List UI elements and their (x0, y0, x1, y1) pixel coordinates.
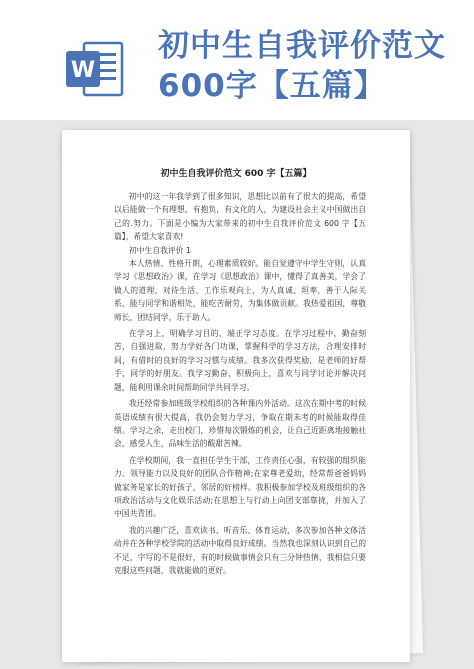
paragraph: 本人热情、性格开朗，心理素质较好。能自觉遵守中学生守则，认真学习《思想政治》课，在学习《思想政治》课中，懂得了真善美，学会了做人的道理，对待生活、工作乐观向上，为人真诚、坦率，善于人际关系，能与同学和谐相处，能吃苦耐劳，为集体做贡献。我热爱祖国，尊敬师长，团结同学，乐于助人。 (114, 259, 366, 322)
paragraph-intro: 初中的这一年我学到了很多知识，思想比以前有了很大的提高，希望以后能做一个有理想，有抱负，有文化的人，为建设社会主义中国做出自己的.努力。下面是小编为大家带来的初中生自我评价范文 600 字【五篇】，希望大家喜欢! (114, 192, 366, 242)
word-document-icon (62, 37, 126, 101)
document-title: 初中生自我评价范文 600 字【五篇】 (160, 169, 312, 179)
document-page (62, 130, 410, 662)
paragraph: 在学习上，明确学习目的、端正学习态度。在学习过程中，勤奋刻苦，自强进取，努力学好各门功课，掌握科学的学习方法，合理安排时间，有借时的良好的学习习惯与成绩。我多次获得奖励，是老师的好帮手，同学的好朋友。我学习勤奋，积极向上，喜欢与同学讨论并解决问题，能利用课余时间帮助同学共同学习。 (114, 329, 366, 392)
paragraph: 我还经常参加班级学校组织的各种课内外活动。这次在期中考的时候英语成绩有很大提高，我仍会努力学习，争取在期末考的时候能取得佳绩。学习之余，走出校门，珍惜每次锻炼的机会，让自己近距离地接触社会，感受人生，品味生活的酸甜苦辣。 (114, 399, 366, 449)
document-body (114, 190, 366, 577)
banner-title: 初中生自我评价范文600字【五篇】 (158, 28, 446, 104)
word-letter: W (70, 58, 96, 83)
paragraph: 在学校期间，我一直担任学生干部，工作责任心强，有较强的组织能力、领导能力以及良好的团队合作精神;在家尊老爱幼，经常帮爸爸妈妈做家务是家长的好孩子，邻居的好榜样。我积极参加学校及班级组织的各项政治活动与文化娱乐活动;在思想上与行动上向团支部靠拢，并加入了中国共青团。 (114, 455, 366, 519)
paragraph: 我的兴趣广泛，喜欢读书、听音乐、体育运动，多次参加各种文体活动并在各种学校学院的活动中取得良好成绩。当然我也深刻认识到自己的不足，字写的不是很好，有的时候做事情会只有三分钟热情，我相信只要克服这些问题，我就能做的更好。 (114, 525, 366, 575)
section-heading: 初中生自我评价 1 (128, 245, 191, 255)
banner (0, 0, 474, 120)
